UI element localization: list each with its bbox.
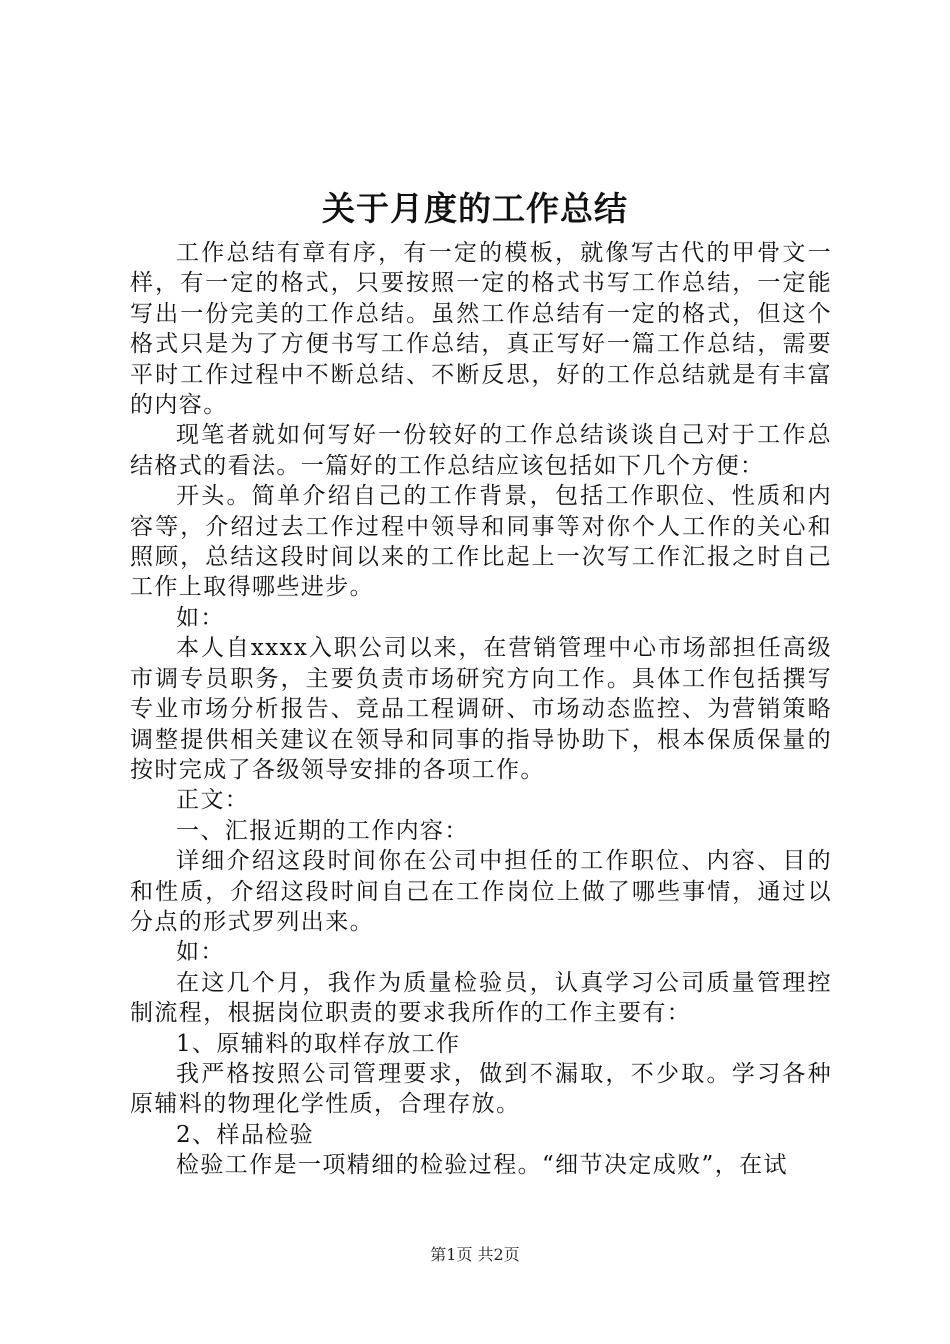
list-item-heading: 1、原辅料的取样存放工作: [176, 1030, 461, 1057]
page-footer: 第1页 共2页: [430, 1245, 520, 1264]
paragraph: 详细介绍这段时间你在公司中担任的工作职位、内容、目的和性质，介绍这段时间自己在工作岗位上做了哪些事情，通过以分点的形式罗列出来。: [130, 848, 832, 935]
paragraph: 在这几个月，我作为质量检验员，认真学习公司质量管理控制流程，根据岗位职责的要求我所作的工作主要有：: [130, 969, 832, 1027]
paragraph: 我严格按照公司管理要求，做到不漏取，不少取。学习各种原辅料的物理化学性质，合理存放。: [130, 1060, 832, 1118]
list-item-heading: 2、样品检验: [176, 1121, 315, 1148]
paragraph: 工作总结有章有序，有一定的模板，就像写古代的甲骨文一样，有一定的格式，只要按照一定的格式书写工作总结，一定能写出一份完美的工作总结。虽然工作总结有一定的格式，但这个格式只是为了方便书写工作总结，真正写好一篇工作总结，需要平时工作过程中不断总结、不断反思，好的工作总结就是有丰富的内容。: [130, 240, 832, 419]
paragraph: 如：: [176, 604, 225, 631]
section-label: 正文：: [176, 787, 250, 814]
page-title: 关于月度的工作总结: [322, 189, 628, 228]
paragraph: 本人自xxxx入职公司以来，在营销管理中心市场部担任高级市调专员职务，主要负责市场研究方向工作。具体工作包括撰写专业市场分析报告、竞品工程调研、市场动态监控、为营销策略调整提供相关建议在领导和同事的指导协助下，根本保质保量的按时完成了各级领导安排的各项工作。: [130, 635, 832, 783]
paragraph: 检验工作是一项精细的检验过程。“细节决定成败”，在试: [176, 1152, 788, 1179]
section-heading: 一、汇报近期的工作内容：: [176, 817, 469, 844]
document-body: [130, 238, 832, 1181]
paragraph: 如：: [176, 939, 225, 966]
paragraph: 开头。简单介绍自己的工作背景，包括工作职位、性质和内容等，介绍过去工作过程中领导和同事等对你个人工作的关心和照顾，总结这段时间以来的工作比起上一次写工作汇报之时自己工作上取得哪些进步。: [130, 483, 832, 601]
paragraph: 现笔者就如何写好一份较好的工作总结谈谈自己对于工作总结格式的看法。一篇好的工作总结应该包括如下几个方便：: [130, 422, 832, 479]
